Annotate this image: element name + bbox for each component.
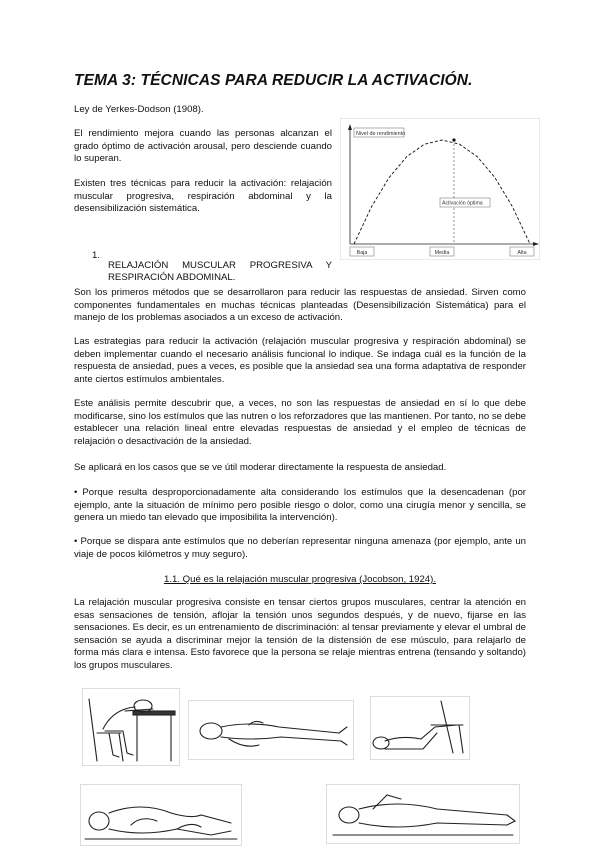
x-tick-label: Media <box>434 249 450 256</box>
x-tick-label: Baja <box>356 249 368 256</box>
bullet-2: • Porque se dispara ante estímulos que no deberían representar ninguna amenaza (por ejemplo, ante un viaje de pocos kilómetros y muy seguro). <box>74 536 526 560</box>
page-title: TEMA 3: TÉCNICAS PARA REDUCIR LA ACTIVACIÓN. <box>74 72 473 89</box>
section-heading: RELAJACIÓN MUSCULAR PROGRESIVA Y RESPIRACIÓN ABDOMINAL. <box>108 259 332 284</box>
bullet-1: • Porque resulta desproporcionadamente alta considerando los estímulos que la desencadenan (por ejemplo, ante la situación de mínimo pero posible riesgo o dolor, como una cirugía menor y sencilla, se genera un miedo tan elevado que imposibilita la intervención). <box>74 487 526 524</box>
figure-legs-on-chair <box>370 696 470 760</box>
chart-frame <box>340 118 540 260</box>
law-heading: Ley de Yerkes-Dodson (1908). <box>74 104 204 115</box>
optimum-point <box>452 138 455 141</box>
subsection-heading: 1.1. Qué es la relajación muscular progresiva (Jocobson, 1924). <box>164 574 436 585</box>
section-number: 1. <box>92 250 101 261</box>
x-tick-label: Alta <box>517 249 527 256</box>
relaxation-paragraph: La relajación muscular progresiva consiste en tensar ciertos grupos musculares, centrar la atención en esas sensaciones de tensión, aflojar la tensión unos segundos después, y de nuevo, fijarse en las sensaciones. Es decir, es un entrenamiento de discriminación: al tensar previamente y elevar el umbral de sensación se ayuda a discriminar mejor la tensión de la distensión de ese músculo, para relajarlo de forma más clara e intensa. Esto favorece que la persona se relaje mientras entrena (tensando y soltando) los grupos musculares. <box>74 597 526 671</box>
figure-lying-supine <box>188 700 354 760</box>
yerkes-dodson-chart <box>340 118 540 260</box>
figure-lying-prone <box>326 784 520 844</box>
figure-sitting-relaxed <box>82 688 180 766</box>
paragraph-4: Se aplicará en los casos que se ve útil moderar directamente la respuesta de ansiedad. <box>74 462 447 473</box>
paragraph-3: Este análisis permite descubrir que, a veces, no son las respuestas de ansiedad en sí lo que debe modificarse, sino los estímulos que las nutren o los reforzadores que las mantienen. Por tanto, no se debe establecer una relación lineal entre elevadas respuestas de ansiedad y el empleo de técnicas de relajación o desactivación de la ansiedad. <box>74 398 526 447</box>
chart-annotation: Activación óptima <box>442 200 483 207</box>
paragraph-2: Las estrategias para reducir la activación (relajación muscular progresiva y respiración abdominal) se deben implementar cuando el necesario análisis funcional lo indique. Se indaga cuál es la función de la respuesta de ansiedad, pues a veces, es posible que la ansiedad sea una forma adaptativa de responder ante ciertos estímulos ambientales. <box>74 336 526 385</box>
y-axis-label: Nivel de rendimiento <box>356 131 406 137</box>
law-paragraph: El rendimiento mejora cuando las personas alcanzan el grado óptimo de activación arousal, pero desciende cuando lo superan. <box>74 128 332 165</box>
techniques-paragraph: Existen tres técnicas para reducir la activación: relajación muscular progresiva, respiración abdominal y la desensibilización sistemática. <box>74 178 332 215</box>
paragraph-1: Son los primeros métodos que se desarrollaron para reducir las respuestas de ansiedad. Sirven como componentes fundamentales en muchas técnicas planteadas (Desensibilización Sistemática) para el manejo de los problemas asociados a un exceso de activación. <box>74 287 526 324</box>
figure-lying-side <box>80 784 242 846</box>
